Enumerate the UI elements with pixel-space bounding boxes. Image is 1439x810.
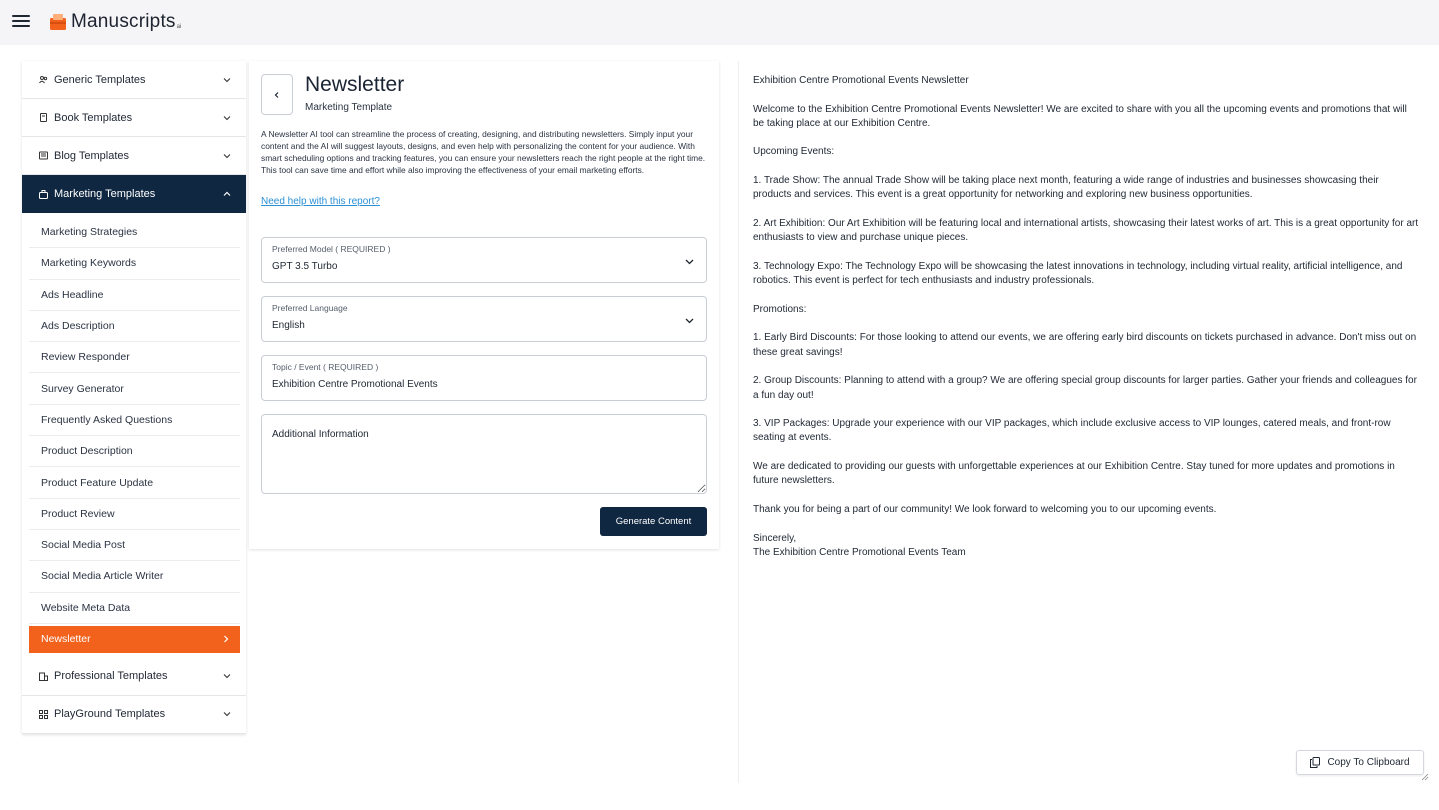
back-button[interactable] <box>261 74 293 115</box>
grid-icon <box>39 710 48 719</box>
category-book-templates[interactable] <box>22 99 246 137</box>
topic-label: Topic / Event ( REQUIRED ) <box>272 362 379 372</box>
output-paragraph: 2. Group Discounts: Planning to attend with a group? We are offering special group discounts for larger parties. Gather your friends and colleagues for a fun day out! <box>753 375 1417 401</box>
page-title: Newsletter <box>305 73 405 96</box>
chevron-left-icon <box>273 91 281 99</box>
briefcase-icon <box>39 190 48 199</box>
chevron-down-icon <box>222 671 232 681</box>
hamburger-menu-icon[interactable] <box>12 15 30 29</box>
category-marketing-templates[interactable] <box>22 175 246 213</box>
marketing-template-list <box>22 213 246 653</box>
category-label: Book Templates <box>54 111 133 124</box>
topic-value: Exhibition Centre Promotional Events <box>272 379 438 390</box>
sidebar-item-product-feature-update[interactable]: Product Feature Update <box>29 467 240 498</box>
model-value: GPT 3.5 Turbo <box>272 261 338 272</box>
chevron-down-icon <box>222 113 232 123</box>
top-bar <box>0 0 1439 45</box>
category-label: Professional Templates <box>54 670 168 683</box>
logo-text: Manuscripts <box>71 11 176 32</box>
copy-label: Copy To Clipboard <box>1327 757 1410 768</box>
chevron-right-icon <box>222 635 230 643</box>
output-signoff: Sincerely, <box>753 532 797 544</box>
preferred-model-select[interactable] <box>261 237 707 283</box>
generated-output-panel[interactable] <box>738 61 1431 783</box>
sidebar-item-survey-generator[interactable]: Survey Generator <box>29 373 240 404</box>
output-paragraph: Welcome to the Exhibition Centre Promotional Events Newsletter! We are excited to share with you all the upcoming events and promotions that will be taking place at our Exhibition Centre. <box>753 103 1407 129</box>
chevron-down-icon <box>684 315 695 326</box>
resize-grip-icon[interactable] <box>1421 773 1429 781</box>
sidebar-item-social-media-article-writer[interactable]: Social Media Article Writer <box>29 561 240 592</box>
category-playground-templates[interactable] <box>22 696 246 734</box>
sidebar-item-marketing-strategies[interactable]: Marketing Strategies <box>29 217 240 248</box>
copy-icon <box>1310 757 1320 768</box>
category-label: PlayGround Templates <box>54 708 166 721</box>
app-logo[interactable] <box>49 11 181 33</box>
sidebar-item-review-responder[interactable]: Review Responder <box>29 342 240 373</box>
template-description: A Newsletter AI tool can streamline the process of creating, designing, and distributing newsletters. Simply input your content and the AI will suggest layouts, designs, and even help with personalizing the content for your audience. With smart scheduling options and tracking features, you can ensure your newsletters reach the right people at the right time. This tool can save time and effort while also improving the effectiveness of your email marketing efforts. <box>261 129 706 175</box>
sidebar-item-frequently-asked-questions[interactable]: Frequently Asked Questions <box>29 405 240 436</box>
help-link[interactable]: Need help with this report? <box>261 196 380 207</box>
preferred-language-select[interactable] <box>261 296 707 342</box>
sidebar-item-product-description[interactable]: Product Description <box>29 436 240 467</box>
output-paragraph: Thank you for being a part of our community! We look forward to welcoming you to our upcoming events. <box>753 503 1217 515</box>
output-paragraph: We are dedicated to providing our guests with unforgettable experiences at our Exhibition Centre. Stay tuned for more updates and promotions in future newsletters. <box>753 461 1395 487</box>
output-paragraph: 3. VIP Packages: Upgrade your experience with our VIP packages, which include exclusive access to VIP lounges, catered meals, and front-row seating at events. <box>753 418 1391 444</box>
book-icon <box>39 113 48 122</box>
sidebar-item-ads-description[interactable]: Ads Description <box>29 311 240 342</box>
output-paragraph: 2. Art Exhibition: Our Art Exhibition will be featuring local and international artists, showcasing their latest works of art. This is a great opportunity for art enthusiasts to view and purchase unique pieces. <box>753 217 1419 244</box>
copy-to-clipboard-button[interactable] <box>1296 750 1424 775</box>
sidebar-item-label: Newsletter <box>41 633 91 646</box>
output-paragraph: 3. Technology Expo: The Technology Expo will be showcasing the latest innovations in technology, including virtual reality, artificial intelligence, and robotics. This event is perfect for tech enthusiasts and industry professionals. <box>753 260 1403 287</box>
logo-icon <box>49 13 67 31</box>
output-signature: The Exhibition Centre Promotional Events Team <box>753 546 966 558</box>
sidebar-item-ads-headline[interactable]: Ads Headline <box>29 280 240 311</box>
sidebar-item-social-media-post[interactable]: Social Media Post <box>29 530 240 561</box>
output-paragraph: 1. Trade Show: The annual Trade Show will be taking place next month, featuring a wide range of industries and businesses showcasing their products and services. This event is a great opportunity for networking and exploring new business opportunities. <box>753 175 1379 201</box>
chevron-down-icon <box>222 151 232 161</box>
chevron-down-icon <box>222 75 232 85</box>
sidebar-item-newsletter[interactable] <box>29 626 240 653</box>
output-paragraph: Promotions: <box>753 303 807 315</box>
language-label: Preferred Language <box>272 303 348 313</box>
output-paragraph: Upcoming Events: <box>753 146 835 158</box>
chevron-down-icon <box>222 709 232 719</box>
chevron-up-icon <box>222 189 232 199</box>
additional-information-textarea[interactable] <box>261 414 707 494</box>
generate-content-button[interactable]: Generate Content <box>600 507 707 536</box>
page-subtitle: Marketing Template <box>305 102 393 113</box>
category-generic-templates[interactable] <box>22 61 246 99</box>
model-label: Preferred Model ( REQUIRED ) <box>272 244 391 254</box>
category-label: Generic Templates <box>54 73 146 86</box>
chevron-down-icon <box>684 256 695 267</box>
template-form-panel <box>249 61 719 549</box>
sidebar-item-product-review[interactable]: Product Review <box>29 499 240 530</box>
output-paragraph: Exhibition Centre Promotional Events Newsletter <box>753 75 969 86</box>
language-value: English <box>272 320 305 331</box>
newspaper-icon <box>39 151 48 160</box>
sidebar-item-marketing-keywords[interactable]: Marketing Keywords <box>29 248 240 279</box>
building-icon <box>39 672 48 681</box>
output-paragraph: 1. Early Bird Discounts: For those looking to attend our events, we are offering early bird discounts on tickets purchased in advance. Don't miss out on these great savings! <box>753 332 1417 358</box>
logo-suffix: ai <box>176 24 182 30</box>
category-blog-templates[interactable] <box>22 137 246 175</box>
category-professional-templates[interactable] <box>22 658 246 696</box>
sidebar-item-website-meta-data[interactable]: Website Meta Data <box>29 593 240 624</box>
topic-input[interactable] <box>261 355 707 401</box>
generated-text <box>753 74 1419 560</box>
category-label: Blog Templates <box>54 149 130 162</box>
category-label: Marketing Templates <box>54 188 156 200</box>
users-icon <box>39 75 48 84</box>
template-sidebar <box>22 61 246 734</box>
